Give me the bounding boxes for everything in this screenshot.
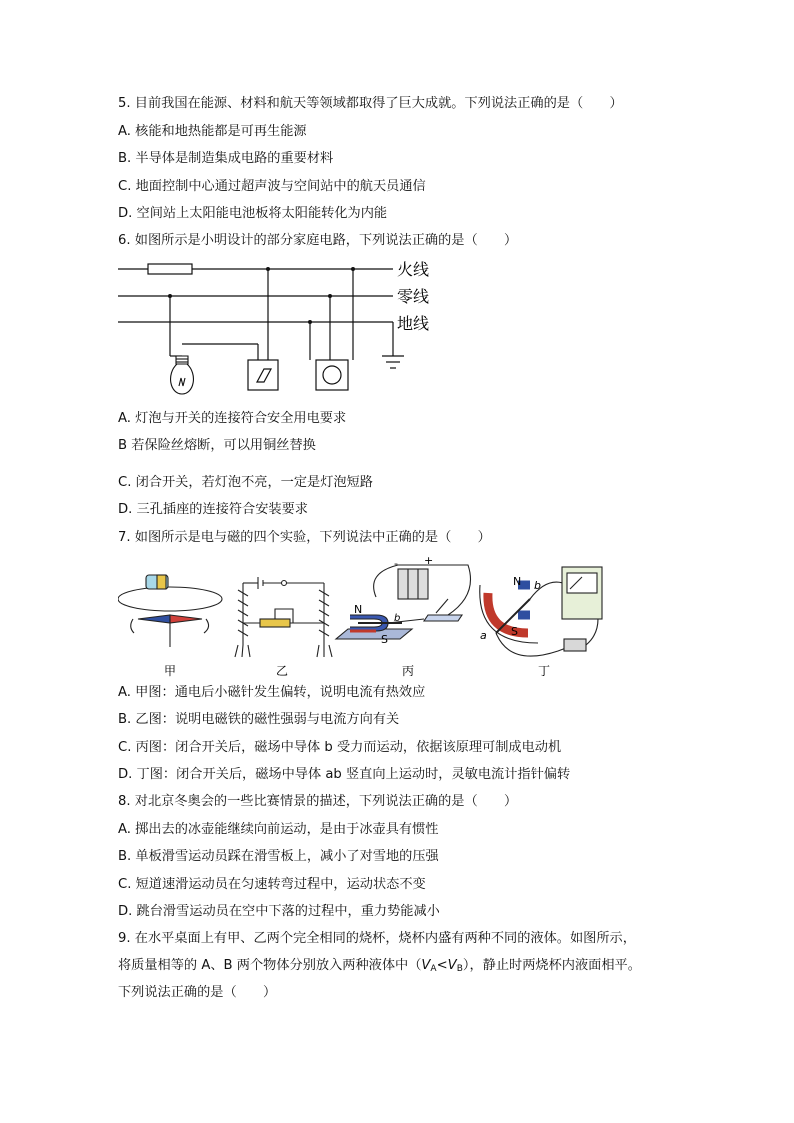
q6-option-d: D. 三孔插座的连接符合安装要求 — [118, 502, 308, 517]
fuse — [148, 264, 192, 274]
ground-wire-label: 地线 — [397, 314, 430, 333]
q5-option-d: D. 空间站上太阳能电池板将太阳能转化为内能 — [118, 206, 388, 221]
three-pin-socket — [316, 360, 348, 390]
figure-bing-n: N — [354, 603, 363, 616]
figure-label-jia: 甲 — [164, 664, 177, 678]
live-wire-label: 火线 — [397, 260, 430, 279]
q8-option-c: C. 短道速滑运动员在匀速转弯过程中，运动状态不变 — [118, 877, 426, 892]
electromagnetism-figure — [118, 555, 618, 681]
figure-label-ding: 丁 — [538, 664, 551, 678]
q9-line-2-suffix: ），静止时两烧杯内液面相平。 — [462, 958, 641, 973]
q9-less-than: < — [436, 958, 448, 973]
neutral-wire-label: 零线 — [397, 287, 430, 306]
figure-label-yi: 乙 — [276, 664, 289, 678]
q5-stem: 5. 目前我国在能源、材料和航天等领域都取得了巨大成就。下列说法正确的是（ ） — [118, 96, 623, 111]
figure-ding-n: N — [513, 575, 522, 588]
q7-option-c: C. 丙图：闭合开关后，磁场中导体 b 受力而运动，依据该原理可制成电动机 — [118, 740, 562, 755]
figure-ding-b: b — [534, 579, 541, 592]
q8-option-a: A. 掷出去的冰壶能继续向前运动，是由于冰壶具有惯性 — [118, 822, 439, 837]
figure-bing-b: b — [394, 613, 401, 624]
q9-line-3: 下列说法正确的是（ ） — [118, 985, 277, 1000]
q6-option-a: A. 灯泡与开关的连接符合安全用电要求 — [118, 411, 347, 426]
figure-label-bing: 丙 — [402, 664, 415, 678]
figure-jia — [118, 575, 222, 647]
q9-vb-sub: B — [456, 964, 463, 974]
q7-option-d: D. 丁图：闭合开关后，磁场中导体 ab 竖直向上运动时，灵敏电流计指针偏转 — [118, 767, 571, 782]
q9-line-2-prefix: 将质量相等的 A、B 两个物体分别放入两种液体中（ — [118, 958, 422, 973]
figure-bing — [336, 565, 471, 639]
household-circuit-figure — [118, 256, 448, 401]
figure-bing-s: S — [381, 633, 388, 646]
q5-option-b: B. 半导体是制造集成电路的重要材料 — [118, 151, 334, 166]
q8-option-d: D. 跳台滑雪运动员在空中下落的过程中，重力势能减小 — [118, 904, 440, 919]
q9-line-1: 9. 在水平桌面上有甲、乙两个完全相同的烧杯，烧杯内盛有两种不同的液体。如图所示， — [118, 931, 636, 946]
q9-va-sub: A — [430, 964, 437, 974]
q7-option-a: A. 甲图：通电后小磁针发生偏转，说明电流有热效应 — [118, 685, 426, 700]
q8-stem: 8. 对北京冬奥会的一些比赛情景的描述，下列说法正确的是（ ） — [118, 794, 518, 809]
q6-stem: 6. 如图所示是小明设计的部分家庭电路，下列说法正确的是（ ） — [118, 233, 518, 248]
q6-option-b: B 若保险丝熔断，可以用铜丝替换 — [118, 438, 316, 453]
q8-option-b: B. 单板滑雪运动员踩在滑雪板上，减小了对雪地的压强 — [118, 849, 439, 864]
figure-yi — [235, 577, 332, 657]
figure-mark-minus: - — [394, 557, 398, 570]
q5-option-a: A. 核能和地热能都是可再生能源 — [118, 124, 307, 139]
figure-ding-s: S — [511, 625, 518, 638]
q5-option-c: C. 地面控制中心通过超声波与空间站中的航天员通信 — [118, 179, 426, 194]
light-bulb — [171, 356, 194, 394]
q9-va: V — [421, 958, 431, 973]
q9-line-2 — [118, 958, 641, 977]
q7-stem: 7. 如图所示是电与磁的四个实验，下列说法中正确的是（ ） — [118, 530, 491, 545]
figure-mark-plus: + — [424, 555, 434, 567]
q9-vb: V — [447, 958, 457, 973]
q7-option-b: B. 乙图：说明电磁铁的磁性强弱与电流方向有关 — [118, 712, 400, 727]
q6-option-c: C. 闭合开关，若灯泡不亮，一定是灯泡短路 — [118, 475, 373, 490]
figure-ding-a: a — [480, 629, 487, 642]
